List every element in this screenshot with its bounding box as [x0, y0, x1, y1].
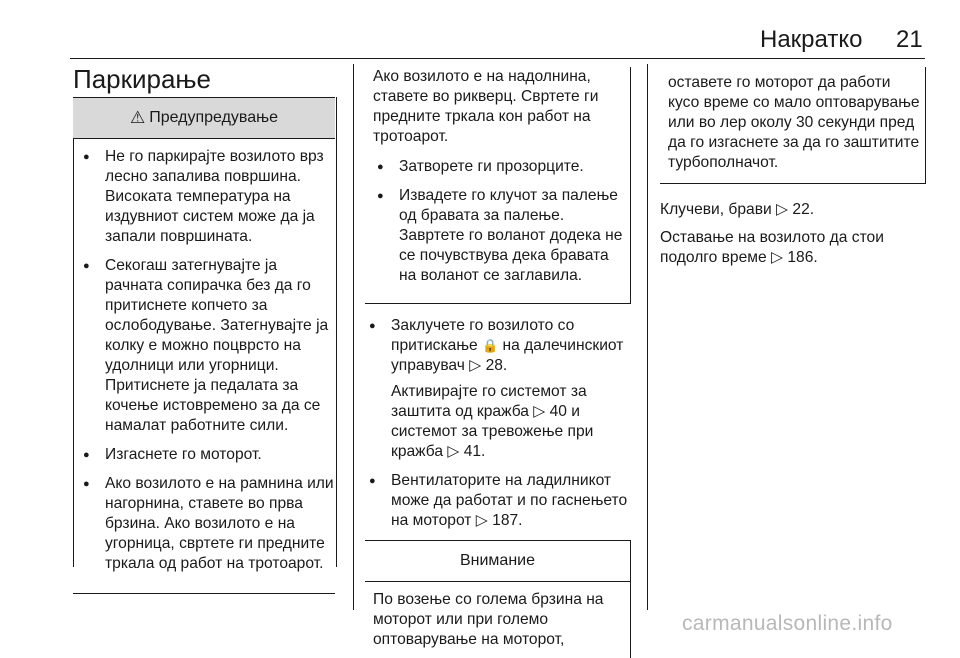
page-ref: 28. [485, 357, 508, 374]
warning-heading: Предупредување [149, 109, 279, 126]
list-item: ● Затворете ги прозорците. [373, 157, 626, 177]
page-number: 21 [896, 26, 923, 53]
page-ref-arrow-icon: ▷ [771, 249, 784, 266]
watermark: carmanualsonline.info [682, 612, 893, 635]
column-divider-3 [647, 64, 648, 610]
list-item: ● Секогаш затегнувајте ја рачната сопирачка без да го притиснете копчето за ослободување. Затегнувајте ја колку е можно поцврсто на удолници или угорници. Притиснете ја педалата за кочење истовремено за да се намалат работните сили. [79, 256, 335, 436]
page-ref-arrow-icon: ▷ [447, 443, 460, 460]
notice-box-continued-body: оставете го моторот да работи кусо време со мало оптоварување или во лер околу 30 секунди пред да го изгаснете за да го заштитите турбополначот. [668, 74, 920, 171]
lock-icon: 🔒 [482, 338, 499, 353]
page-ref: 22. [792, 201, 815, 218]
list-item: ● Извадете го клучот за палење од бравата за палење. Завртете го воланот додека не се почувствува дека бравата на воланот се заглавила. [373, 186, 626, 286]
page-ref: 186. [787, 249, 818, 266]
column-divider-1 [336, 97, 337, 567]
list-item: ● Изгаснете го моторот. [79, 445, 335, 465]
notice-box-header: Внимание [365, 541, 630, 582]
warning-box [73, 97, 335, 594]
warning-box-header [73, 98, 335, 139]
column-1 [73, 97, 335, 594]
list-item [365, 471, 631, 531]
warning-triangle-icon: ⚠ [129, 108, 146, 127]
paragraph [391, 316, 631, 376]
text: Оставање на возилото да стои подолго време [660, 229, 884, 266]
page-ref: 41. [463, 443, 486, 460]
warning-list [79, 147, 335, 574]
list-item: ● Ако возилото е на рамнина или нагорнина, ставете во прва брзина. Ако возилото е на угорница, свртете ги предните тркала од работ на тротоарот. [79, 474, 335, 574]
cross-reference [660, 228, 926, 268]
section-title: Паркирање [73, 64, 212, 94]
page-ref: 40 и [549, 403, 581, 420]
column-divider-2 [353, 64, 354, 610]
text: на далечинскиот управувач [391, 337, 624, 374]
header-title: Накратко [760, 26, 863, 53]
text: Заклучете го возилото со притискање [391, 317, 575, 354]
list-item: ● Не го паркирајте возилото врз лесно запалива површина. Високата температура на издувниот систем може да ја запали површината. [79, 147, 335, 247]
continued-list [373, 157, 626, 286]
column-2 [365, 67, 631, 658]
page-ref-arrow-icon: ▷ [475, 512, 488, 529]
cross-reference [660, 200, 926, 220]
warning-box-continued-body [365, 67, 630, 303]
page-ref-arrow-icon: ▷ [469, 357, 482, 374]
page-ref: 187. [492, 512, 523, 529]
notice-box-body: По возење со голема брзина на моторот или при големо оптоварување на моторот, [373, 591, 604, 648]
text: системот за тревожење при кражба [391, 423, 594, 460]
page-ref-arrow-icon: ▷ [533, 403, 546, 420]
text: Активирајте го системот за заштита од кражба [391, 383, 587, 420]
warning-box-body [73, 139, 335, 593]
paragraph: Ако возилото е на надолнина, ставете во рикверц. Свртете ги предните тркала кон работ на тротоарот. [373, 68, 599, 145]
header-rule [70, 58, 925, 59]
column-3 [660, 67, 926, 276]
paragraph [391, 382, 631, 462]
text: Вентилаторите на ладилникот може да работат и по гаснењето на моторот [391, 472, 628, 529]
notice-box [365, 540, 631, 658]
instructions-list [365, 316, 631, 531]
list-item [365, 316, 631, 462]
page-ref-arrow-icon: ▷ [776, 201, 789, 218]
warning-box-continued [365, 67, 631, 304]
notice-box-continued [660, 67, 926, 184]
text: Клучеви, брави [660, 201, 777, 218]
